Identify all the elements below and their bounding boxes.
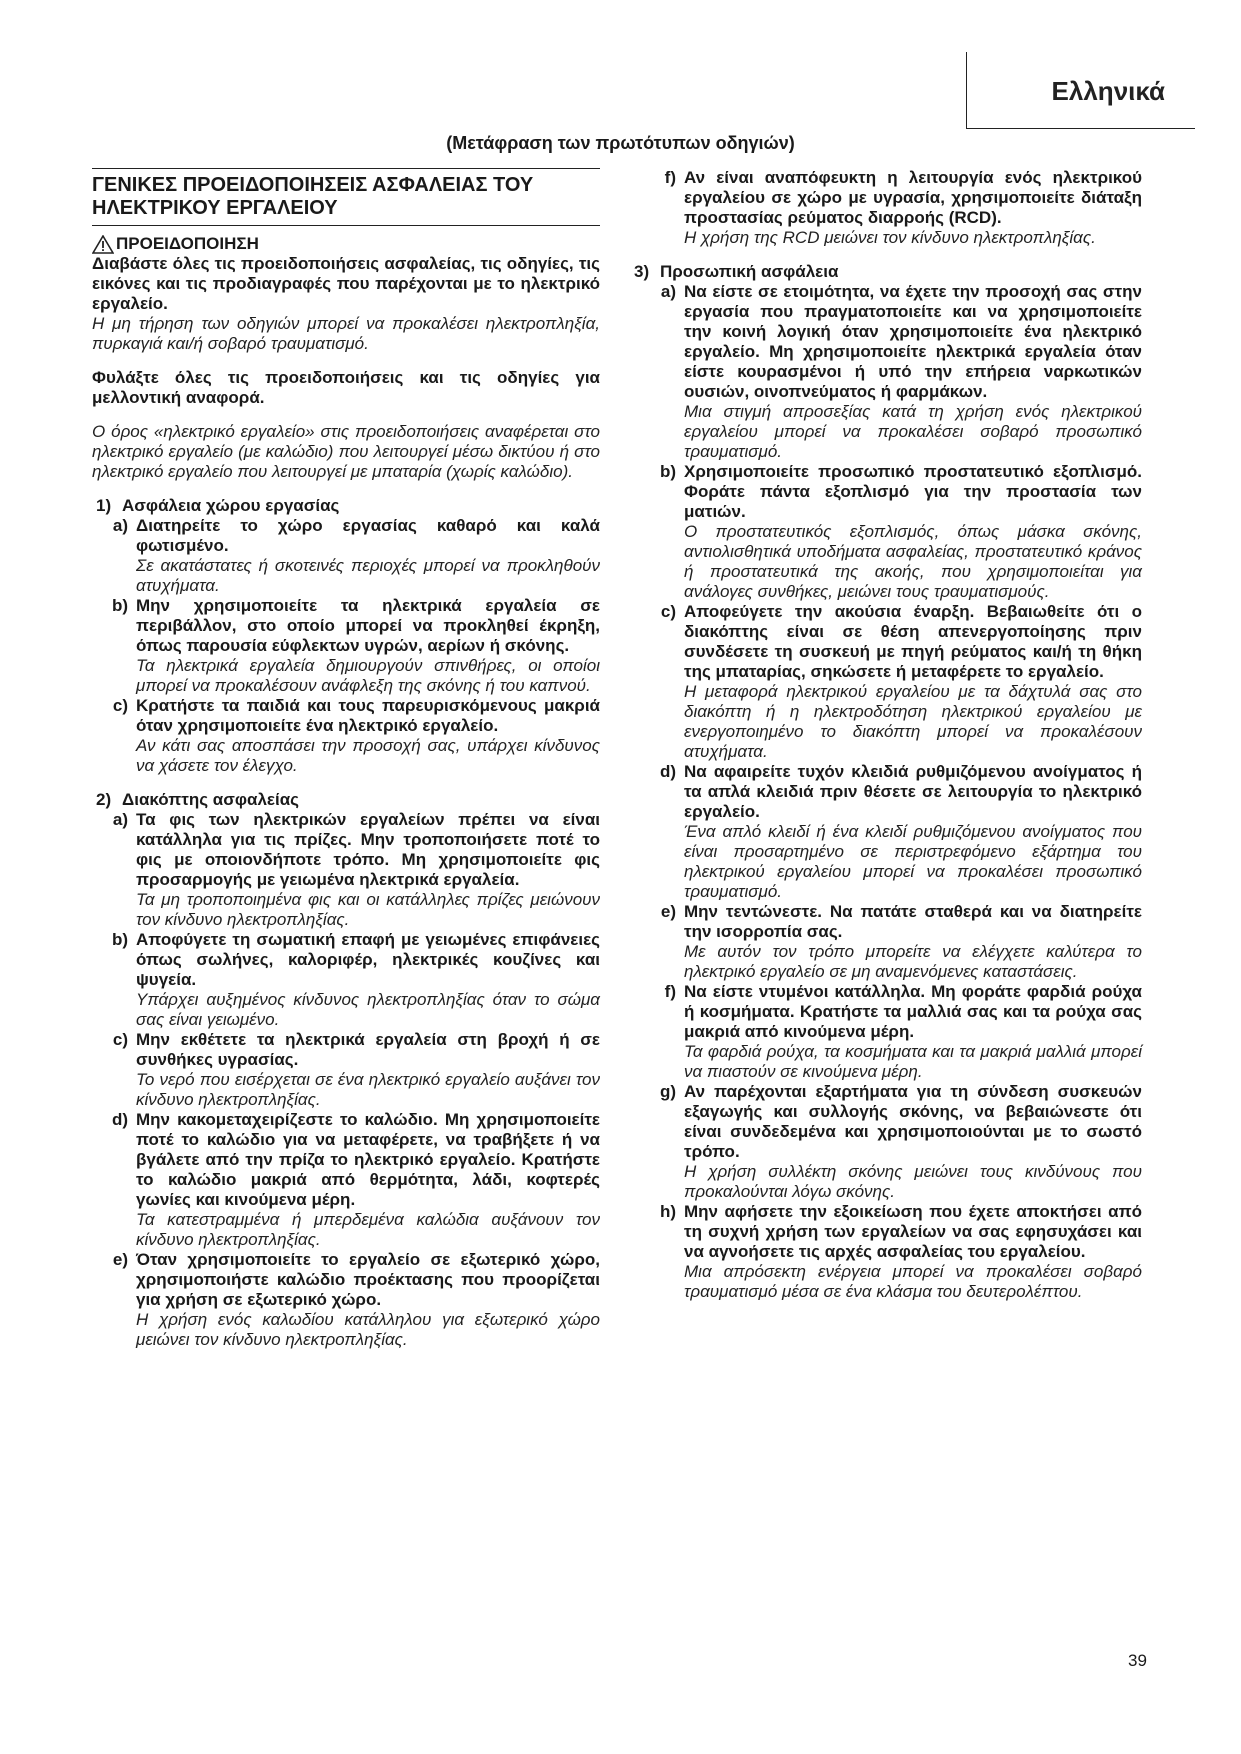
list-item: c) Κρατήστε τα παιδιά και τους παρευρισκόμενους μακριά όταν χρησιμοποιείτε ένα ηλεκτρικό εργαλείο. Αν κάτι σας αποσπάσει την προσοχή σας, υπάρχει κίνδυνος να χάσετε τον έλεγχο.	[112, 696, 600, 775]
list-item: a) Να είστε σε ετοιμότητα, να έχετε την προσοχή σας στην εργασία που πραγματοποιείτε και να χρησιμοποιείτε την κοινή λογική όταν χρησιμοποιείτε ένα ηλεκτρικό εργαλείο. Μη χρησιμοποιείτε ηλεκτρικά εργαλεία όταν είστε κουρασμένοι ή υπό την επήρεια ναρκωτικών ουσιών, οινοπνεύματος ή φαρμάκων. Μια στιγμή απροσεξίας κατά τη χρήση ενός ηλεκτρικού εργαλείου μπορεί να προκαλέσει σοβαρό προσωπικό τραυματισμό.	[660, 282, 1142, 461]
warning-text: Διαβάστε όλες τις προειδοποιήσεις ασφαλείας, τις οδηγίες, τις εικόνες και τις προδιαγραφές που παρέχονται με το ηλεκτρικό εργαλείο.	[92, 254, 600, 313]
section-3-title: 3) Προσωπική ασφάλεια	[634, 262, 839, 281]
list-item: b) Μην χρησιμοποιείτε τα ηλεκτρικά εργαλεία σε περιβάλλον, στο οποίο μπορεί να προκληθεί έκρηξη, όπως παρουσία εύφλεκτων υγρών, αερίων ή σκόνης. Τα ηλεκτρικά εργαλεία δημιουργούν σπινθήρες, οι οποίοι μπορεί να προκαλέσουν ανάφλεξη της σκόνης ή του καπνού.	[111, 596, 600, 695]
section-1-title: 1) Ασφάλεια χώρου εργασίας	[96, 496, 340, 515]
list-item: d) Να αφαιρείτε τυχόν κλειδιά ρυθμιζόμενου ανοίγματος ή τα απλά κλειδιά πριν θέσετε σε λειτουργία το ηλεκτρικό εργαλείο. Ένα απλό κλειδί ή ένα κλειδί ρυθμιζόμενου ανοίγματος που είναι προσαρτημένο σε περιστρεφόμενο εξάρτημα του ηλεκτρικού εργαλείου μπορεί να προκαλέσει προσωπικό τραυματισμό.	[659, 762, 1142, 901]
warning-note: Η μη τήρηση των οδηγιών μπορεί να προκαλέσει ηλεκτροπληξία, πυρκαγιά και/ή σοβαρό τραυματισμό.	[92, 314, 600, 353]
language-label: Ελληνικά	[1051, 76, 1165, 106]
warning-header	[92, 234, 600, 254]
page-number: 39	[1128, 1651, 1147, 1670]
list-item: d) Μην κακομεταχειρίζεστε το καλώδιο. Μη χρησιμοποιείτε ποτέ το καλώδιο για να μεταφέρετε, να τραβήξετε ή να βγάλετε από την πρίζα το ηλεκτρικό εργαλείο. Κρατήστε το καλώδιο μακριά από θερμότητα, λάδι, κοφτερές γωνίες και κινούμενα μέρη. Τα κατεστραμμένα ή μπερδεμένα καλώδια αυξάνουν τον κίνδυνο ηλεκτροπληξίας.	[111, 1110, 600, 1249]
list-item: a) Διατηρείτε το χώρο εργασίας καθαρό και καλά φωτισμένο. Σε ακατάστατες ή σκοτεινές περιοχές μπορεί να προκληθούν ατυχήματα.	[112, 516, 600, 595]
list-item: b) Αποφύγετε τη σωματική επαφή με γειωμένες επιφάνειες όπως σωλήνες, καλοριφέρ, ηλεκτρικές κουζίνες και ψυγεία. Υπάρχει αυξημένος κίνδυνος ηλεκτροπληξίας όταν το σώμα σας είναι γειωμένο.	[111, 930, 600, 1029]
list-item: e) Μην τεντώνεστε. Να πατάτε σταθερά και να διατηρείτε την ισορροπία σας. Με αυτόν τον τρόπο μπορείτε να ελέγχετε καλύτερα το ηλεκτρικό εργαλείο σε μη αναμενόμενες καταστάσεις.	[660, 902, 1142, 981]
list-item: b) Χρησιμοποιείτε προσωπικό προστατευτικό εξοπλισμό. Φοράτε πάντα εξοπλισμό για την προστασία των ματιών. Ο προστατευτικός εξοπλισμός, όπως μάσκα σκόνης, αντιολισθητικά υποδήματα ασφαλείας, προστατευτικό κράνος ή προστατευτικά της ακοής, που χρησιμοποιείται για ανάλογες συνθήκες, μειώνει τους τραυματισμούς.	[659, 462, 1142, 601]
list-item: f) Αν είναι αναπόφευκτη η λειτουργία ενός ηλεκτρικού εργαλείου σε χώρο με υγρασία, χρησιμοποιείτε διάταξη προστασίας ρεύματος διαρροής (RCD). Η χρήση της RCD μειώνει τον κίνδυνο ηλεκτροπληξίας.	[664, 168, 1142, 247]
warning-label: ΠΡΟΕΙΔΟΠΟΙΗΣΗ	[116, 234, 259, 253]
list-item: c) Αποφεύγετε την ακούσια έναρξη. Βεβαιωθείτε ότι ο διακόπτης είναι σε θέση απενεργοποίησης πριν συνδέσετε τη συσκευή με πηγή ρεύματος και/ή τη θήκη της μπαταρίας, σηκώσετε ή μεταφέρετε το εργαλείο. Η μεταφορά ηλεκτρικού εργαλείου με τα δάχτυλά σας στο διακόπτη ή η ηλεκτροδότηση ηλεκτρικού εργαλείου με ενεργοποιημένο το διακόπτη μπορεί να προκαλέσουν ατυχήματα.	[660, 602, 1142, 761]
warning-triangle-icon	[92, 235, 114, 254]
language-tab	[966, 52, 1195, 129]
list-item: a) Τα φις των ηλεκτρικών εργαλείων πρέπει να είναι κατάλληλα για τις πρίζες. Μην τροποποιήσετε ποτέ το φις με οποιονδήποτε τρόπο. Μη χρησιμοποιείτε φις προσαρμογής με γειωμένα ηλεκτρικά εργαλεία. Τα μη τροποποιημένα φις και οι κατάλληλες πρίζες μειώνουν τον κίνδυνο ηλεκτροπληξίας.	[112, 810, 600, 929]
section-2-title: 2) Διακόπτης ασφαλείας	[96, 790, 299, 809]
right-column	[634, 168, 1142, 1302]
section-heading: ΓΕΝΙΚΕΣ ΠΡΟΕΙΔΟΠΟΙΗΣΕΙΣ ΑΣΦΑΛΕΙΑΣ ΤΟΥ ΗΛΕΚΤΡΙΚΟΥ ΕΡΓΑΛΕΙΟΥ	[92, 168, 600, 226]
list-item: c) Μην εκθέτετε τα ηλεκτρικά εργαλεία στη βροχή ή σε συνθήκες υγρασίας. Το νερό που εισέρχεται σε ένα ηλεκτρικό εργαλείο αυξάνει τον κίνδυνο ηλεκτροπληξίας.	[112, 1030, 600, 1109]
keep-instructions: Φυλάξτε όλες τις προειδοποιήσεις και τις οδηγίες για μελλοντική αναφορά.	[92, 368, 600, 407]
list-item: g) Αν παρέχονται εξαρτήματα για τη σύνδεση συσκευών εξαγωγής και συλλογής σκόνης, να βεβαιώνεστε ότι είναι συνδεδεμένα και χρησιμοποιούνται με το σωστό τρόπο. Η χρήση συλλέκτη σκόνης μειώνει τους κινδύνους που προκαλούνται λόγω σκόνης.	[659, 1082, 1142, 1201]
term-definition: Ο όρος «ηλεκτρικό εργαλείο» στις προειδοποιήσεις αναφέρεται στο ηλεκτρικό εργαλείο (με καλώδιο) που λειτουργεί μέσω δικτύου ή στο ηλεκτρικό εργαλείο που λειτουργεί με μπαταρία (χωρίς καλώδιο).	[92, 422, 600, 481]
list-item: f) Να είστε ντυμένοι κατάλληλα. Μη φοράτε φαρδιά ρούχα ή κοσμήματα. Κρατήστε τα μαλλιά σας και τα ρούχα σας μακριά από κινούμενα μέρη. Τα φαρδιά ρούχα, τα κοσμήματα και τα μακριά μαλλιά μπορεί να πιαστούν σε κινούμενα μέρη.	[664, 982, 1142, 1081]
left-column	[92, 168, 600, 1350]
list-item: h) Μην αφήσετε την εξοικείωση που έχετε αποκτήσει από τη συχνή χρήση των εργαλείων να σας εφησυχάσει και να αγνοήσετε τις αρχές ασφαλείας του εργαλείου. Μια απρόσεκτη ενέργεια μπορεί να προκαλέσει σοβαρό τραυματισμό μέσα σε ένα κλάσμα του δευτερολέπτου.	[659, 1202, 1142, 1301]
list-item: e) Όταν χρησιμοποιείτε το εργαλείο σε εξωτερικό χώρο, χρησιμοποιήστε καλώδιο προέκτασης που προορίζεται για χρήση σε εξωτερικό χώρο. Η χρήση ενός καλωδίου κατάλληλου για εξωτερικό χώρο μειώνει τον κίνδυνο ηλεκτροπληξίας.	[112, 1250, 600, 1349]
translation-subtitle: (Μετάφραση των πρωτότυπων οδηγιών)	[446, 133, 795, 153]
